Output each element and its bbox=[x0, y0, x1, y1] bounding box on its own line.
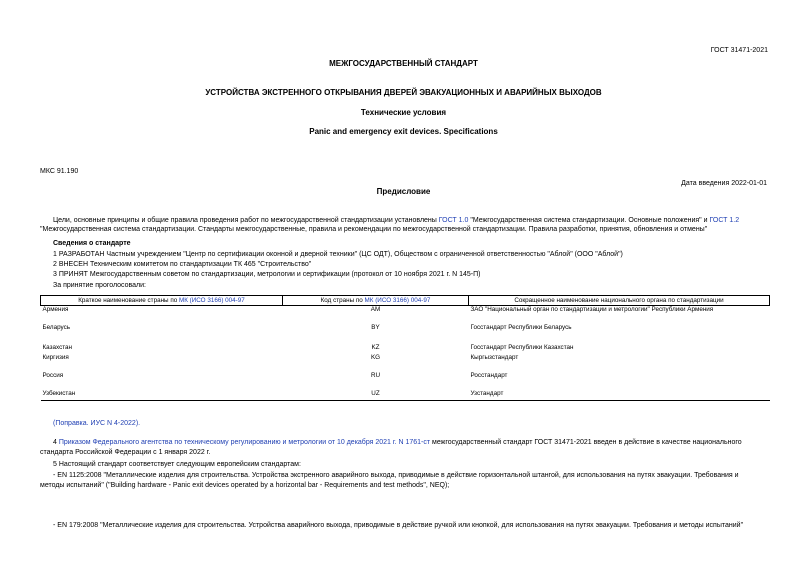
intro-date: Дата введения 2022-01-01 bbox=[681, 180, 767, 187]
code-cell: KZ bbox=[371, 343, 380, 351]
mk-iso-link[interactable]: МК (ИСО 3166) 004-97 bbox=[178, 297, 245, 304]
item-1-developed: 1 РАЗРАБОТАН Частным учреждением "Центр по сертификации оконной и дверной техники" (ЦС ОДТ), Обществом с ограниченной ответственностью "Аблой" (ООО "Аблой") bbox=[53, 251, 623, 258]
document-title: УСТРОЙСТВА ЭКСТРЕННОГО ОТКРЫВАНИЯ ДВЕРЕЙ ЭВАКУАЦИОННЫХ И АВАРИЙНЫХ ВЫХОДОВ bbox=[205, 88, 602, 97]
column-header-code-text: Код страны по bbox=[320, 297, 365, 304]
en-1125-line-2: методы испытаний" ("Building hardware - Panic exit devices operated by a horizontal bar - Requirements and test methods", NEQ); bbox=[40, 482, 450, 489]
voting-countries-table bbox=[40, 295, 770, 401]
country-cell: Казахстан bbox=[42, 343, 73, 351]
country-cell: Узбекистан bbox=[42, 389, 76, 397]
item-2-submitted: 2 ВНЕСЕН Техническим комитетом по стандартизации ТК 465 "Строительство" bbox=[53, 261, 312, 268]
gost-1-2-link[interactable]: ГОСТ 1.2 bbox=[709, 217, 740, 224]
code-cell: UZ bbox=[371, 389, 380, 397]
preface-paragraph bbox=[40, 216, 770, 234]
document-title-en: Panic and emergency exit devices. Specifications bbox=[309, 127, 498, 136]
amendment-link[interactable]: (Поправка. ИУС N 4-2022). bbox=[53, 420, 141, 427]
item-5: 5 Настоящий стандарт соответствует следующим европейским стандартам: bbox=[53, 461, 301, 468]
table-header-row bbox=[41, 296, 770, 306]
table-row bbox=[41, 324, 770, 344]
body-cell: Кыргызстандарт bbox=[470, 353, 519, 361]
table-row bbox=[41, 344, 770, 354]
code-cell: BY bbox=[371, 323, 380, 331]
column-header-body: Сокращенное наименование национального органа по стандартизации bbox=[469, 296, 770, 306]
preface-heading: Предисловие bbox=[376, 187, 431, 196]
en-1125-line-1: - EN 1125:2008 "Металлические изделия для строительства. Устройства экстренного аварийного выхода, приводимые в действие горизонтальной штангой, для использования на путях эвакуации. Требования и bbox=[53, 472, 739, 479]
body-cell: Госстандарт Республики Казахстан bbox=[470, 343, 574, 351]
country-cell: Киргизия bbox=[42, 353, 69, 361]
table-row bbox=[41, 354, 770, 372]
voted-label: За принятие проголосовали: bbox=[53, 282, 146, 289]
body-cell: Госстандарт Республики Беларусь bbox=[470, 323, 572, 331]
item-4-line-2: стандарта Российской Федерации с 1 января 2022 г. bbox=[40, 449, 211, 456]
column-header-country bbox=[41, 296, 283, 306]
column-header-code bbox=[283, 296, 469, 306]
country-cell: Россия bbox=[42, 371, 64, 379]
standard-info-heading: Сведения о стандарте bbox=[53, 240, 131, 247]
code-cell: KG bbox=[370, 353, 381, 361]
table-row bbox=[41, 390, 770, 401]
body-cell: ЗАО "Национальный орган по стандартизации и метрологии" Республики Армения bbox=[470, 306, 714, 313]
document-code: ГОСТ 31471-2021 bbox=[710, 47, 768, 54]
item-3-adopted: 3 ПРИНЯТ Межгосударственным советом по стандартизации, метрологии и сертификации (протокол от 10 ноября 2021 г. N 145-П) bbox=[53, 271, 481, 278]
item-4-text: межгосударственный стандарт ГОСТ 31471-2021 введен в действие в качестве национального bbox=[430, 439, 742, 446]
mks-code: МКС 91.190 bbox=[40, 168, 79, 175]
item-4-number: 4 bbox=[53, 439, 59, 446]
rosstandart-order-link[interactable]: Приказом Федерального агентства по техническому регулированию и метрологии от 10 декабря 2021 г. N 1761-ст bbox=[58, 439, 431, 446]
preface-text-a: Цели, основные принципы и общие правила проведения работ по межгосударственной стандартизации установлены bbox=[53, 217, 439, 224]
country-cell: Беларусь bbox=[42, 323, 71, 331]
body-cell: Росстандарт bbox=[470, 371, 508, 379]
code-cell: RU bbox=[370, 371, 381, 379]
body-cell: Узстандарт bbox=[470, 389, 504, 397]
item-4-line-1 bbox=[53, 439, 742, 446]
country-cell: Армения bbox=[42, 306, 69, 313]
column-header-country-text: Краткое наименование страны по bbox=[78, 297, 179, 304]
table-row bbox=[41, 306, 770, 324]
en-179: - EN 179:2008 "Металлические изделия для строительства. Устройства аварийного выхода, приводимые в действие ручкой или кнопкой, для использования на путях эвакуации. Требования и методы испытаний" bbox=[53, 522, 744, 529]
gost-1-0-link[interactable]: ГОСТ 1.0 bbox=[438, 217, 469, 224]
document-subtitle: Технические условия bbox=[360, 108, 447, 117]
mk-iso-link[interactable]: МК (ИСО 3166) 004-97 bbox=[364, 297, 431, 304]
standard-type: МЕЖГОСУДАРСТВЕННЫЙ СТАНДАРТ bbox=[329, 59, 478, 68]
table-row bbox=[41, 372, 770, 390]
preface-text-c: "Межгосударственная система стандартизации. Стандарты межгосударственные, правила и рекомендации по межгосударственной стандартизации. Правила разработки, принятия, обновления и отмены" bbox=[40, 226, 708, 233]
code-cell: AM bbox=[370, 306, 381, 313]
preface-text-b: "Межгосударственная система стандартизации. Основные положения" и bbox=[468, 217, 710, 224]
